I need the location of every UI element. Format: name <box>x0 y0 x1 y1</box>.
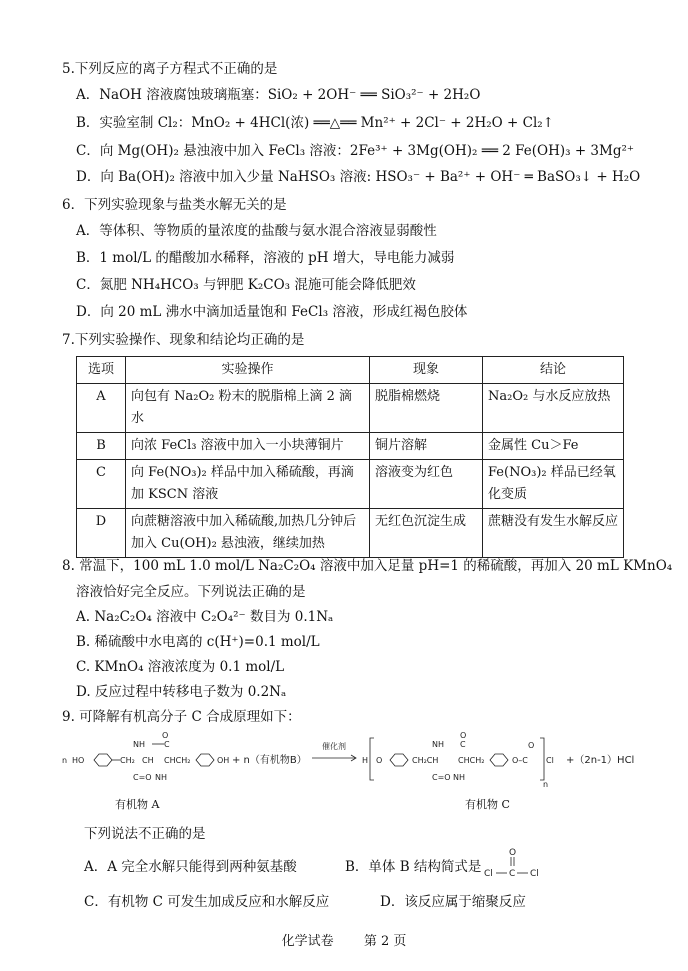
q6-option-b: B．1 mol/L 的醋酸加水稀释，溶液的 pH 增大，导电能力减弱 <box>76 250 455 266</box>
q5-option-d: D．向 Ba(OH)₂ 溶液中加入少量 NaHSO₃ 溶液: HSO₃⁻ + Ba²⁺ + OH⁻ ═ BaSO₃↓ + H₂O <box>76 169 641 185</box>
label-compound-c: 有机物 C <box>465 798 510 811</box>
reaction-scheme <box>60 732 660 812</box>
q6-stem: 6．下列实验现象与盐类水解无关的是 <box>62 197 287 213</box>
q8-option-a: A. Na₂C₂O₄ 溶液中 C₂O₄²⁻ 数目为 0.1Nₐ <box>76 609 334 625</box>
bracket-right <box>540 738 544 780</box>
table-header-option: 选项 <box>77 357 126 384</box>
ch2-a1: CH₂ <box>120 756 135 765</box>
benzene-ring-c-left <box>390 754 408 766</box>
table-cell: Na₂O₂ 与水反应放热 <box>483 384 624 433</box>
h-prefix: H <box>362 756 369 765</box>
table-cell: 无红色沉淀生成 <box>370 509 483 558</box>
c-eq-o-c: C=O <box>432 773 451 782</box>
q8-stem-line1: 8. 常温下，100 mL 1.0 mol/L Na₂C₂O₄ 溶液中加入足量 pH=1 的稀硫酸，再加入 20 mL KMnO₄ <box>62 558 673 574</box>
table-row <box>77 384 624 433</box>
o-c1: O <box>376 756 383 765</box>
o-top-a: O <box>162 732 169 740</box>
benzene-ring-a-left <box>94 754 112 766</box>
catalyst-label: 催化剂 <box>322 742 346 751</box>
page-footer <box>0 930 688 949</box>
q5-option-b: B．实验室制 Cl₂：MnO₂ + 4HCl(浓) ══△══ Mn²⁺ + 2Cl⁻ + 2H₂O + Cl₂↑ <box>76 115 554 131</box>
q9-option-d: D．该反应属于缩聚反应 <box>380 894 526 910</box>
nh-bottom-c: NH <box>453 773 465 782</box>
c-top-c: C <box>460 740 466 749</box>
end-cl: Cl <box>546 756 554 765</box>
table-row <box>77 509 624 558</box>
q8-stem-line2: 溶液恰好完全反应。下列说法正确的是 <box>76 584 306 600</box>
ho-group-left: HO <box>72 756 85 765</box>
o-top-c: O <box>460 732 467 740</box>
nh-bottom-a: NH <box>155 773 167 782</box>
table-cell: 铜片溶解 <box>370 433 483 460</box>
phosgene-structure <box>482 846 544 882</box>
q7-table <box>76 356 624 558</box>
chch2-c: CHCH₂ <box>458 756 485 765</box>
table-cell: B <box>77 433 126 460</box>
c-top-a: C <box>164 740 170 749</box>
table-cell: 脱脂棉燃烧 <box>370 384 483 433</box>
table-cell: 金属性 Cu＞Fe <box>483 433 624 460</box>
q6-option-d: D．向 20 mL 沸水中滴加适量饱和 FeCl₃ 溶液，形成红褐色胶体 <box>76 304 468 320</box>
q9-option-b: B．单体 B 结构简式是 <box>345 859 482 875</box>
table-row <box>77 460 624 509</box>
prefix-n: n <box>62 756 68 765</box>
q6-option-a: A．等体积、等物质的量浓度的盐酸与氨水混合溶液显弱酸性 <box>76 223 437 239</box>
q7-stem: 7.下列实验操作、现象和结论均正确的是 <box>62 332 305 348</box>
table-cell: 蔗糖没有发生水解反应 <box>483 509 624 558</box>
table-cell: 向包有 Na₂O₂ 粉末的脱脂棉上滴 2 滴水 <box>126 384 370 433</box>
ch2ch-c: CH₂CH <box>412 756 439 765</box>
ch-a1: CH <box>142 756 154 765</box>
table-cell: 向蔗糖溶液中加入稀硫酸,加热几分钟后加入 Cu(OH)₂ 悬浊液，继续加热 <box>126 509 370 558</box>
q9-option-c: C．有机物 C 可发生加成反应和水解反应 <box>84 894 330 910</box>
nh-top-c: NH <box>432 740 444 749</box>
table-cell: 向浓 FeCl₃ 溶液中加入一小块薄铜片 <box>126 433 370 460</box>
table-cell: A <box>77 384 126 433</box>
table-header-phenomenon: 现象 <box>370 357 483 384</box>
c-eq-o-a1: C=O <box>133 773 152 782</box>
o-dbl-c: O <box>528 741 535 750</box>
table-header-conclusion: 结论 <box>483 357 624 384</box>
q8-option-b: B. 稀硫酸中水电离的 c(H⁺)=0.1 mol/L <box>76 634 320 650</box>
oh-group-right: OH <box>217 756 230 765</box>
table-cell: D <box>77 509 126 558</box>
plus-b: + n（有机物B） <box>232 755 307 766</box>
table-cell: 溶液变为红色 <box>370 460 483 509</box>
phosgene-o: O <box>509 848 517 858</box>
label-compound-a: 有机物 A <box>115 798 160 811</box>
bracket-left <box>370 738 374 780</box>
nh-top-a: NH <box>133 740 145 749</box>
q9-sub-stem: 下列说法不正确的是 <box>84 826 206 842</box>
q6-option-c: C．氮肥 NH₄HCO₃ 与钾肥 K₂CO₃ 混施可能会降低肥效 <box>76 277 416 293</box>
phosgene-cl-left: Cl <box>484 869 493 879</box>
footer-page-number: 第 2 页 <box>363 934 407 949</box>
footer-subject: 化学试卷 <box>281 934 334 949</box>
o-c-tail: O–C <box>512 756 528 765</box>
table-cell: Fe(NO₃)₂ 样品已经氧化变质 <box>483 460 624 509</box>
q8-option-d: D. 反应过程中转移电子数为 0.2Nₐ <box>76 684 287 700</box>
table-cell: 向 Fe(NO₃)₂ 样品中加入稀硫酸，再滴加 KSCN 溶液 <box>126 460 370 509</box>
q5-stem: 5.下列反应的离子方程式不正确的是 <box>62 61 278 77</box>
phosgene-cl-right: Cl <box>530 869 539 879</box>
table-header-row <box>77 357 624 384</box>
q9-option-a: A．A 完全水解只能得到两种氨基酸 <box>84 859 297 875</box>
q9-stem: 9. 可降解有机高分子 C 合成原理如下： <box>62 709 301 725</box>
q5-option-c: C．向 Mg(OH)₂ 悬浊液中加入 FeCl₃ 溶液：2Fe³⁺ + 3Mg(OH)₂ ══ 2 Fe(OH)₃ + 3Mg²⁺ <box>76 143 635 159</box>
table-cell: C <box>77 460 126 509</box>
q8-option-c: C. KMnO₄ 溶液浓度为 0.1 mol/L <box>76 659 285 675</box>
chch2-a: CHCH₂ <box>164 756 191 765</box>
phosgene-c: C <box>509 869 516 879</box>
subscript-n: n <box>543 780 549 789</box>
q5-option-a: A．NaOH 溶液腐蚀玻璃瓶塞：SiO₂ + 2OH⁻ ══ SiO₃²⁻ + 2H₂O <box>76 87 481 103</box>
benzene-ring-c-right <box>490 754 508 766</box>
table-row <box>77 433 624 460</box>
benzene-ring-a-right <box>196 754 214 766</box>
table-header-operation: 实验操作 <box>126 357 370 384</box>
byproduct-hcl: +（2n-1）HCl <box>566 755 635 766</box>
